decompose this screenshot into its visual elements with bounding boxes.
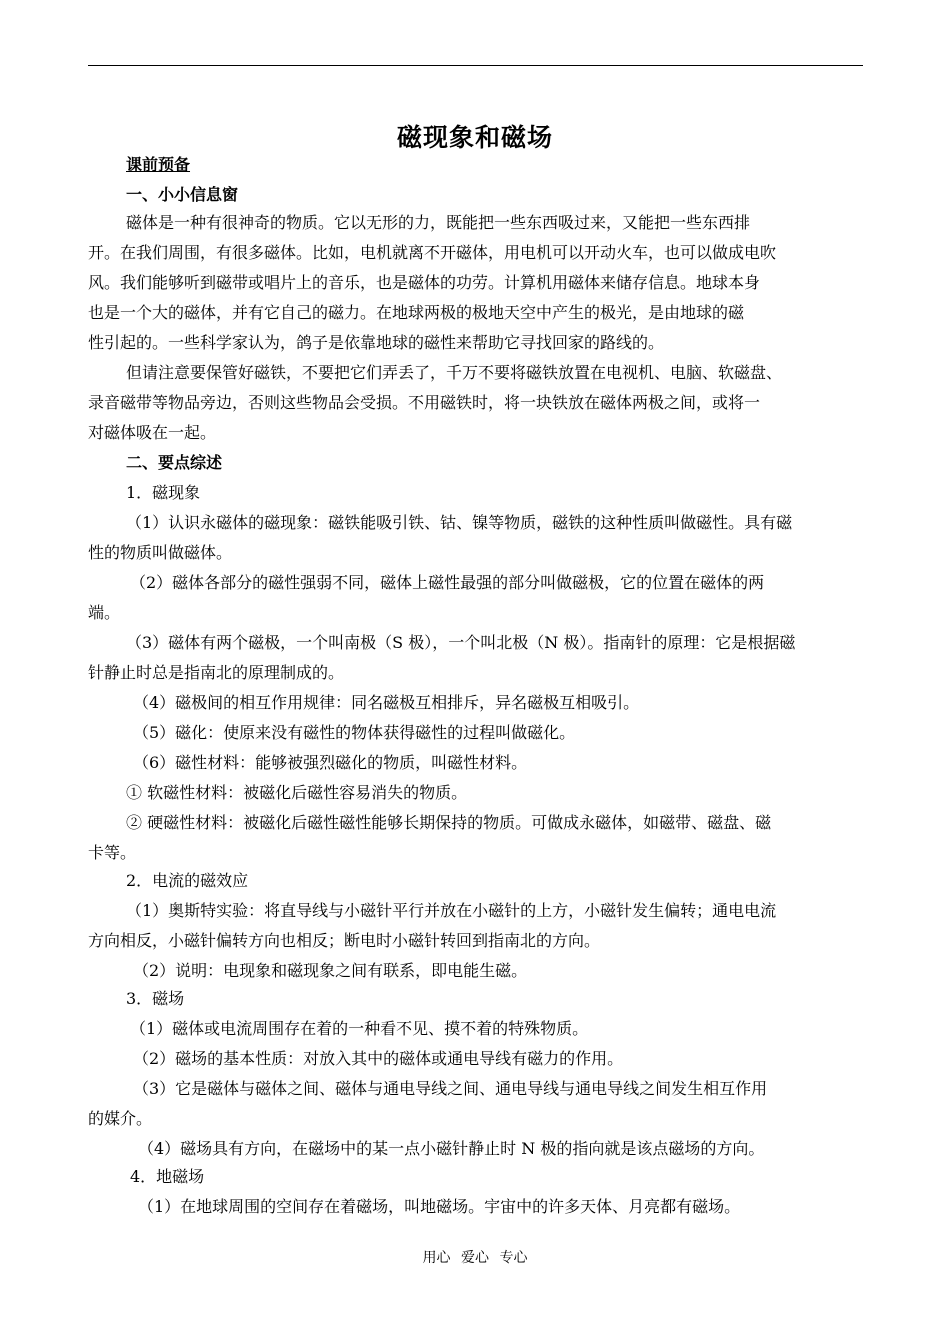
section-prep-heading: 课前预备 bbox=[126, 155, 191, 174]
paragraph-line: 卡等。 bbox=[88, 843, 137, 862]
header-rule bbox=[88, 65, 863, 66]
paragraph-line: （5）磁化：使原来没有磁性的物体获得磁性的过程叫做磁化。 bbox=[133, 723, 576, 742]
paragraph-line: 磁体是一种有很神奇的物质。它以无形的力，既能把一些东西吸过来，又能把一些东西排 bbox=[126, 213, 751, 232]
paragraph-line: 但请注意要保管好磁铁，不要把它们弄丢了，千万不要将磁铁放置在电视机、电脑、软磁盘、 bbox=[126, 363, 783, 382]
page-title: 磁现象和磁场 bbox=[396, 123, 553, 152]
paragraph-line: （1）磁体或电流周围存在着的一种看不见、摸不着的特殊物质。 bbox=[130, 1019, 589, 1038]
paragraph-line: （4）磁极间的相互作用规律：同名磁极互相排斥，异名磁极互相吸引。 bbox=[133, 693, 640, 712]
heading-info-window: 一、小小信息窗 bbox=[126, 185, 239, 204]
paragraph-line: （4）磁场具有方向，在磁场中的某一点小磁针静止时 N 极的指向就是该点磁场的方向。 bbox=[138, 1139, 765, 1158]
subheading-geomagnetic-field: 4．地磁场 bbox=[130, 1167, 205, 1186]
paragraph-line: （2）磁场的基本性质：对放入其中的磁体或通电导线有磁力的作用。 bbox=[133, 1049, 624, 1068]
paragraph-line: （2）磁体各部分的磁性强弱不同，磁体上磁性最强的部分叫做磁极，它的位置在磁体的两 bbox=[130, 573, 765, 592]
paragraph-line: 开。在我们周围，有很多磁体。比如，电机就离不开磁体，用电机可以开动火车，也可以做成电吹 bbox=[88, 243, 777, 262]
paragraph-line: （3）磁体有两个磁极，一个叫南极（S 极），一个叫北极（N 极）。指南针的原理：它是根据磁 bbox=[126, 633, 796, 652]
paragraph-line: 的媒介。 bbox=[88, 1109, 153, 1128]
paragraph-line: 端。 bbox=[88, 603, 121, 622]
paragraph-line: 针静止时总是指南北的原理制成的。 bbox=[88, 663, 345, 682]
paragraph-line: （3）它是磁体与磁体之间、磁体与通电导线之间、通电导线与通电导线之间发生相互作用 bbox=[133, 1079, 768, 1098]
paragraph-line: （1）在地球周围的空间存在着磁场，叫地磁场。宇宙中的许多天体、月亮都有磁场。 bbox=[138, 1197, 741, 1216]
paragraph-line: ① 软磁性材料：被磁化后磁性容易消失的物质。 bbox=[126, 783, 468, 802]
heading-key-points: 二、要点综述 bbox=[126, 453, 223, 472]
paragraph-line: 方向相反，小磁针偏转方向也相反；断电时小磁针转回到指南北的方向。 bbox=[88, 931, 601, 950]
paragraph-line: 对磁体吸在一起。 bbox=[88, 423, 217, 442]
subheading-magnetic-field: 3．磁场 bbox=[126, 989, 185, 1008]
paragraph-line: ② 硬磁性材料：被磁化后磁性磁性能够长期保持的物质。可做成永磁体，如磁带、磁盘、磁 bbox=[126, 813, 772, 832]
paragraph-line: 性引起的。一些科学家认为，鸽子是依靠地球的磁性来帮助它寻找回家的路线的。 bbox=[88, 333, 665, 352]
page-footer: 用心 爱心 专心 bbox=[422, 1250, 528, 1266]
paragraph-line: 风。我们能够听到磁带或唱片上的音乐，也是磁体的功劳。计算机用磁体来储存信息。地球本身 bbox=[88, 273, 761, 292]
paragraph-line: （6）磁性材料：能够被强烈磁化的物质，叫磁性材料。 bbox=[133, 753, 528, 772]
paragraph-line: 也是一个大的磁体，并有它自己的磁力。在地球两极的极地天空中产生的极光，是由地球的磁 bbox=[88, 303, 745, 322]
paragraph-line: （2）说明：电现象和磁现象之间有联系，即电能生磁。 bbox=[133, 961, 528, 980]
paragraph-line: 录音磁带等物品旁边，否则这些物品会受损。不用磁铁时，将一块铁放在磁体两极之间，或将一 bbox=[88, 393, 761, 412]
paragraph-line: （1）奥斯特实验：将直导线与小磁针平行并放在小磁针的上方，小磁针发生偏转；通电电流 bbox=[126, 901, 777, 920]
paragraph-line: （1）认识永磁体的磁现象：磁铁能吸引铁、钴、镍等物质，磁铁的这种性质叫做磁性。具有磁 bbox=[126, 513, 793, 532]
paragraph-line: 性的物质叫做磁体。 bbox=[88, 543, 233, 562]
subheading-magnetism: 1．磁现象 bbox=[126, 483, 201, 502]
subheading-current-magnetic-effect: 2．电流的磁效应 bbox=[126, 871, 249, 890]
